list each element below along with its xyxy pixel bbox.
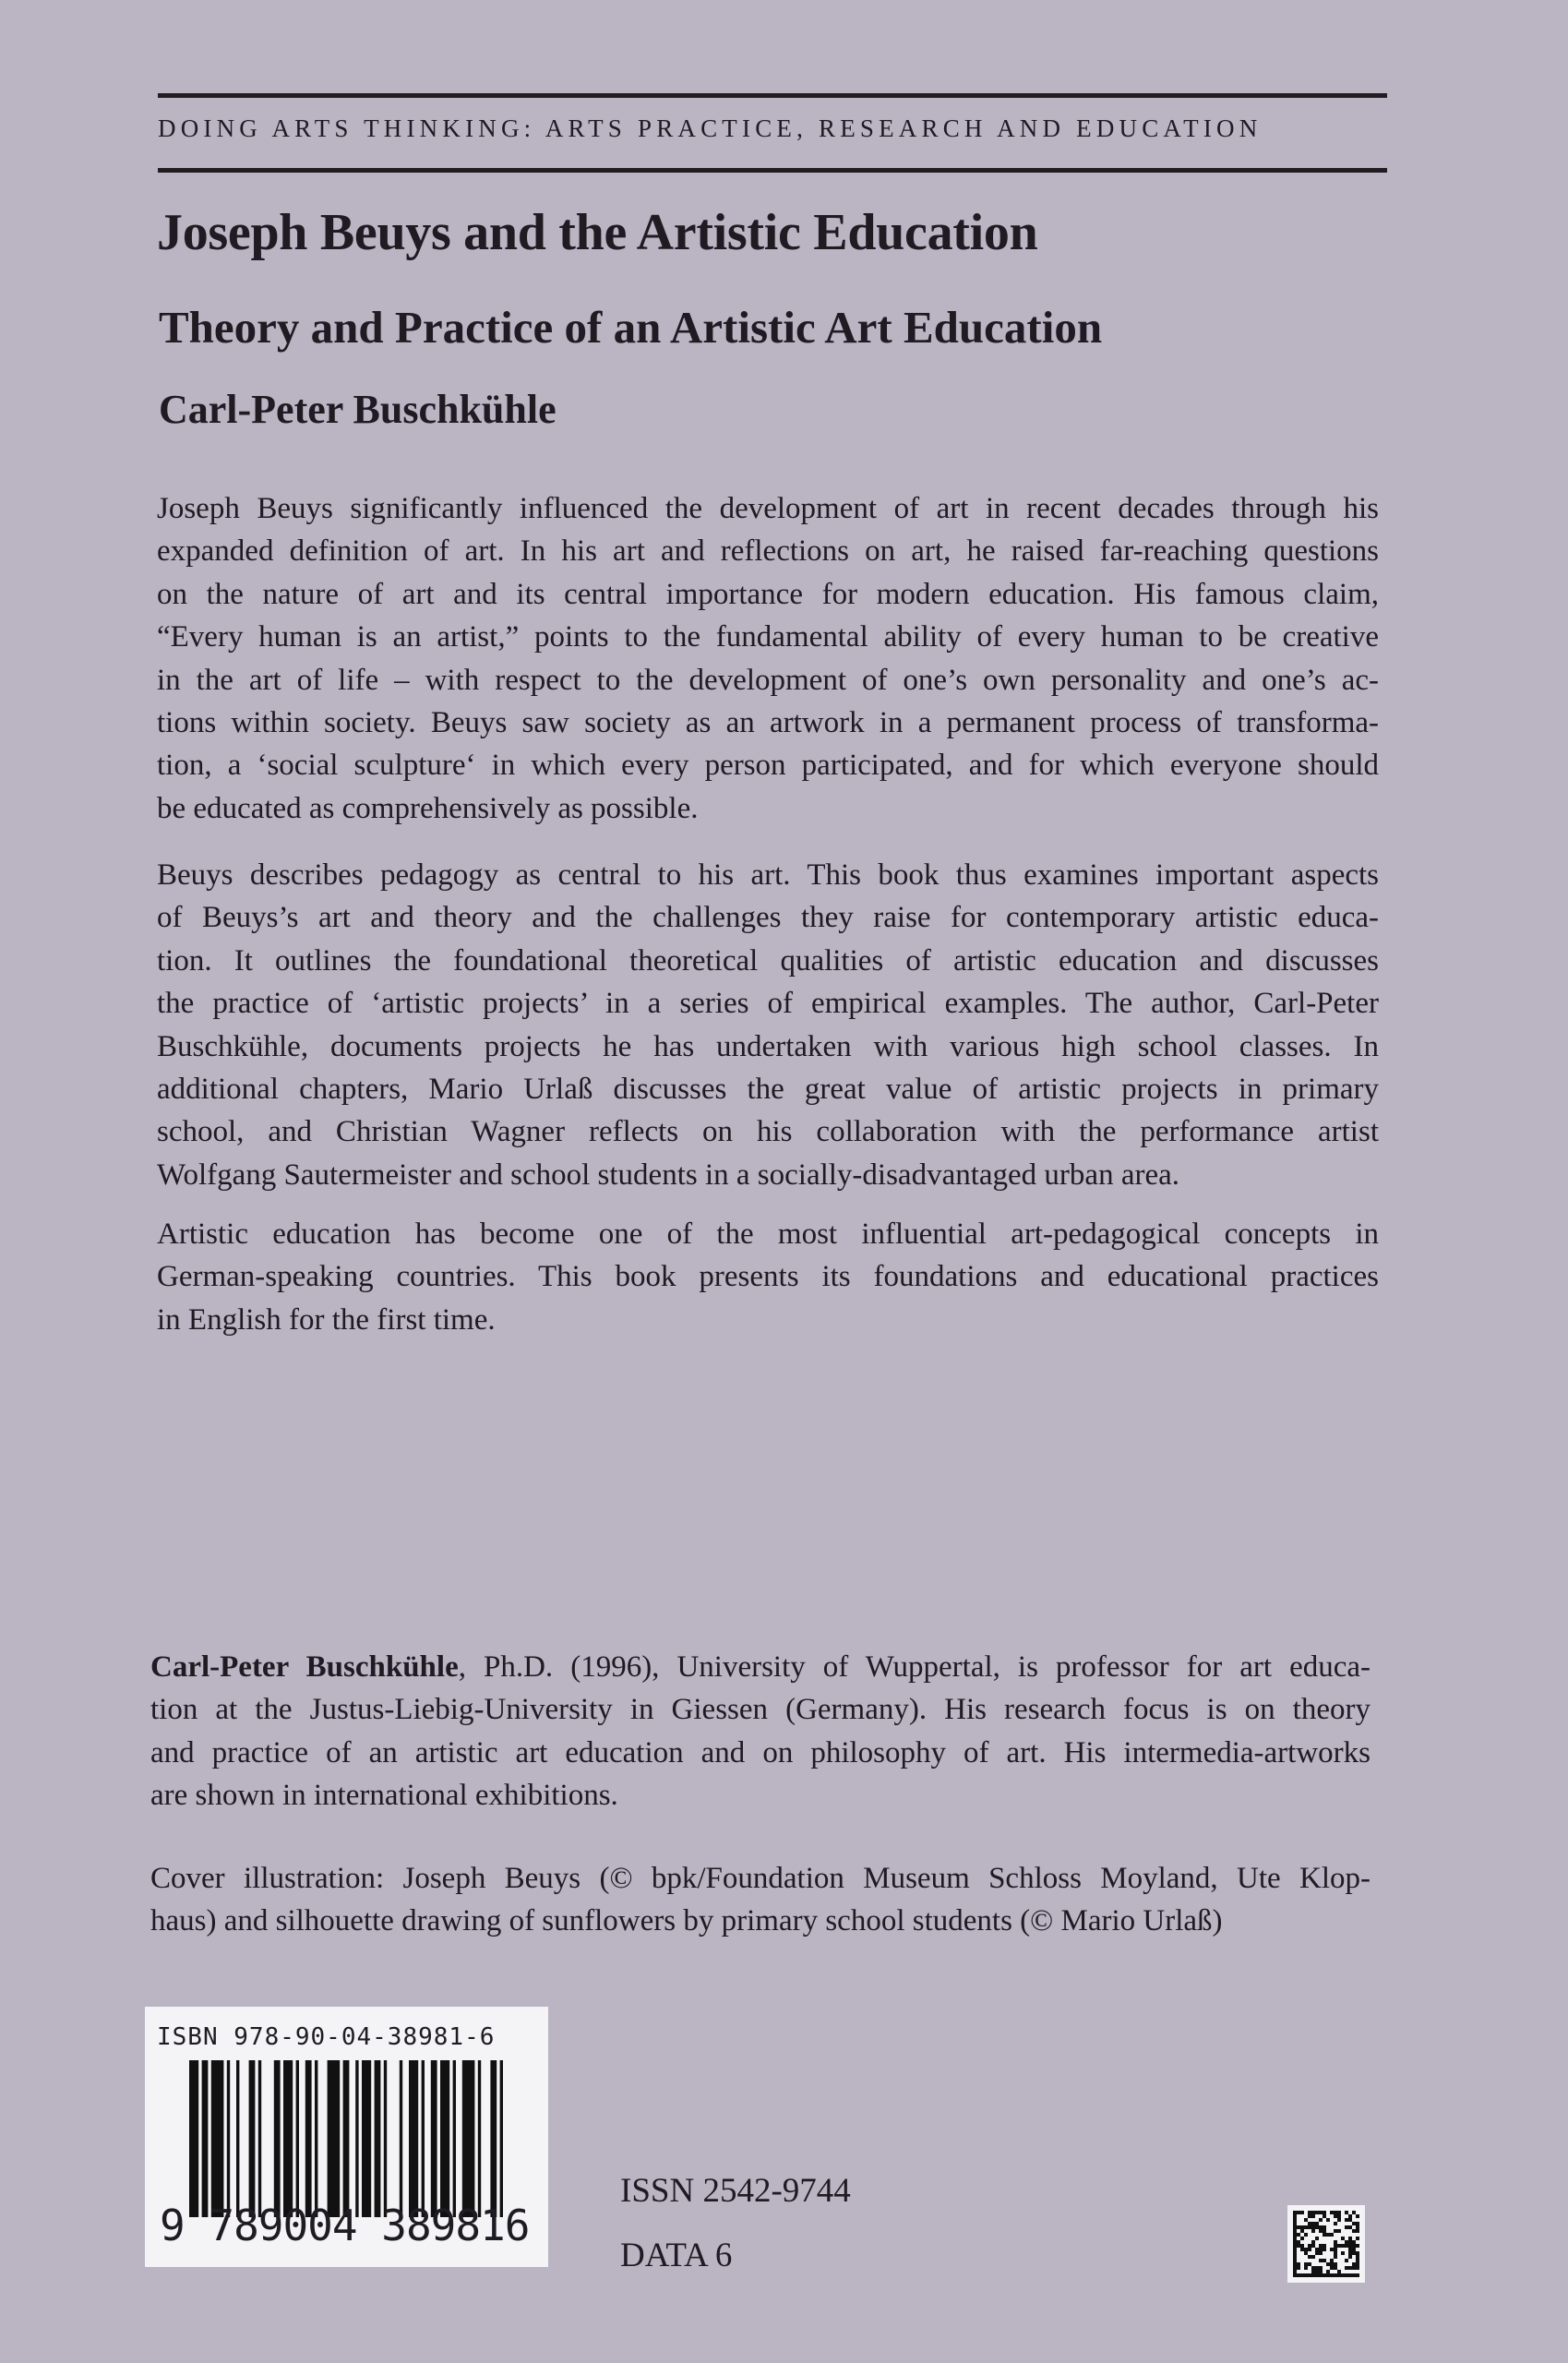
text-line: Joseph Beuys significantly influenced the development of art in recent decades through his <box>157 492 1379 525</box>
bottom-rule <box>158 168 1387 173</box>
blurb-paragraph-1 <box>157 487 1379 830</box>
text-line: tions within society. Beuys saw society as an artwork in a permanent process of transforma- <box>157 706 1379 740</box>
issn: ISSN 2542-9744 <box>620 2172 851 2210</box>
book-subtitle: Theory and Practice of an Artistic Art Education <box>159 302 1103 353</box>
text-line: tion. It outlines the foundational theoretical qualities of artistic education and discusses <box>157 943 1379 978</box>
isbn-barcode <box>145 2007 548 2267</box>
barcode-bar <box>400 2060 402 2217</box>
barcode-bar <box>328 2060 341 2217</box>
barcode-bar <box>343 2060 350 2217</box>
text-line: tion, a ‘social sculpture‘ in which every person participated, and for which everyone should <box>157 749 1379 783</box>
barcode-bar <box>296 2060 299 2217</box>
isbn-digits: 9 789004 389816 <box>160 2201 530 2250</box>
barcode-bar <box>490 2060 497 2217</box>
text-line: in English for the first time. <box>157 1302 496 1337</box>
cover-credits <box>150 1857 1371 1943</box>
text-line: German-speaking countries. This book presents its foundations and educational practices <box>157 1260 1379 1294</box>
barcode-bar <box>500 2060 503 2217</box>
text-line: haus) and silhouette drawing of sunflowers by primary school students (© Mario Urlaß) <box>150 1904 1223 1938</box>
text-line: on the nature of art and its central importance for modern education. His famous claim, <box>157 577 1379 611</box>
barcode-bar <box>440 2060 449 2217</box>
isbn-label: ISBN 978-90-04-38981-6 <box>157 2023 496 2051</box>
text-line: be educated as comprehensively as possible. <box>157 791 699 825</box>
book-author: Carl-Peter Buschkühle <box>159 387 557 432</box>
text-line: Buschkühle, documents projects he has undertaken with various high school classes. In <box>157 1029 1379 1063</box>
text-line: Artistic education has become one of the most influential art-pedagogical concepts in <box>157 1217 1379 1251</box>
barcode-bar <box>315 2060 317 2217</box>
barcode-bar <box>305 2060 312 2217</box>
text-line: Cover illustration: Joseph Beuys (© bpk/Foundation Museum Schloss Moyland, Ute Klop- <box>150 1862 1371 1895</box>
data-matrix-code-icon <box>1287 2205 1365 2283</box>
series-volume: DATA 6 <box>620 2237 733 2274</box>
blurb-paragraph-3 <box>157 1213 1379 1341</box>
text-line: Beuys describes pedagogy as central to his art. This book thus examines important aspects <box>157 858 1379 892</box>
barcode-bar <box>362 2060 371 2217</box>
barcode-bar <box>189 2060 198 2217</box>
bio-name: Carl-Peter Buschkühle <box>150 1650 459 1684</box>
barcode-bar <box>227 2060 230 2217</box>
barcode-bar <box>258 2060 261 2217</box>
barcode-bar <box>375 2060 381 2217</box>
barcode-bar <box>409 2060 418 2217</box>
barcode-bars <box>189 2060 531 2217</box>
bio-line: Carl-Peter Buschkühle, Ph.D. (1996), University of Wuppertal, is professor for art educa- <box>150 1650 1371 1684</box>
bio-line: and practice of an artistic art education and on philosophy of art. His intermedia-artworks <box>150 1735 1371 1769</box>
barcode-bar <box>202 2060 209 2217</box>
text-line: additional chapters, Mario Urlaß discusses the great value of artistic projects in primary <box>157 1073 1379 1107</box>
text-line: of Beuys’s art and theory and the challenges they raise for contemporary artistic educa- <box>157 901 1379 935</box>
book-title: Joseph Beuys and the Artistic Education <box>157 204 1038 261</box>
series-title: DOING ARTS THINKING: ARTS PRACTICE, RESEARCH AND EDUCATION <box>158 114 1263 142</box>
bio-line: are shown in international exhibitions. <box>150 1779 618 1813</box>
barcode-bar <box>478 2060 481 2217</box>
text-line: the practice of ‘artistic projects’ in a series of empirical examples. The author, Carl-Peter <box>157 987 1379 1021</box>
text-line: expanded definition of art. In his art and reflections on art, he raised far-reaching questions <box>157 534 1379 569</box>
barcode-bar <box>249 2060 256 2217</box>
author-bio <box>150 1646 1371 1817</box>
barcode-bar <box>355 2060 358 2217</box>
text-line: in the art of life – with respect to the development of one’s own personality and one’s ac- <box>157 663 1379 697</box>
barcode-bar <box>453 2060 456 2217</box>
barcode-bar <box>384 2060 387 2217</box>
text-line: school, and Christian Wagner reflects on his collaboration with the performance artist <box>157 1115 1379 1149</box>
barcode-bar <box>211 2060 224 2217</box>
barcode-bar <box>236 2060 239 2217</box>
barcode-bar <box>274 2060 281 2217</box>
barcode-bar <box>283 2060 293 2217</box>
barcode-bar <box>422 2060 425 2217</box>
barcode-bar <box>462 2060 475 2217</box>
blurb-paragraph-2 <box>157 854 1379 1196</box>
barcode-bar <box>431 2060 437 2217</box>
text-line: “Every human is an artist,” points to the fundamental ability of every human to be creative <box>157 620 1379 654</box>
bio-line: tion at the Justus-Liebig-University in Giessen (Germany). His research focus is on theory <box>150 1693 1371 1727</box>
text-line: Wolfgang Sautermeister and school students in a socially-disadvantaged urban area. <box>157 1158 1179 1192</box>
top-rule <box>158 93 1387 98</box>
